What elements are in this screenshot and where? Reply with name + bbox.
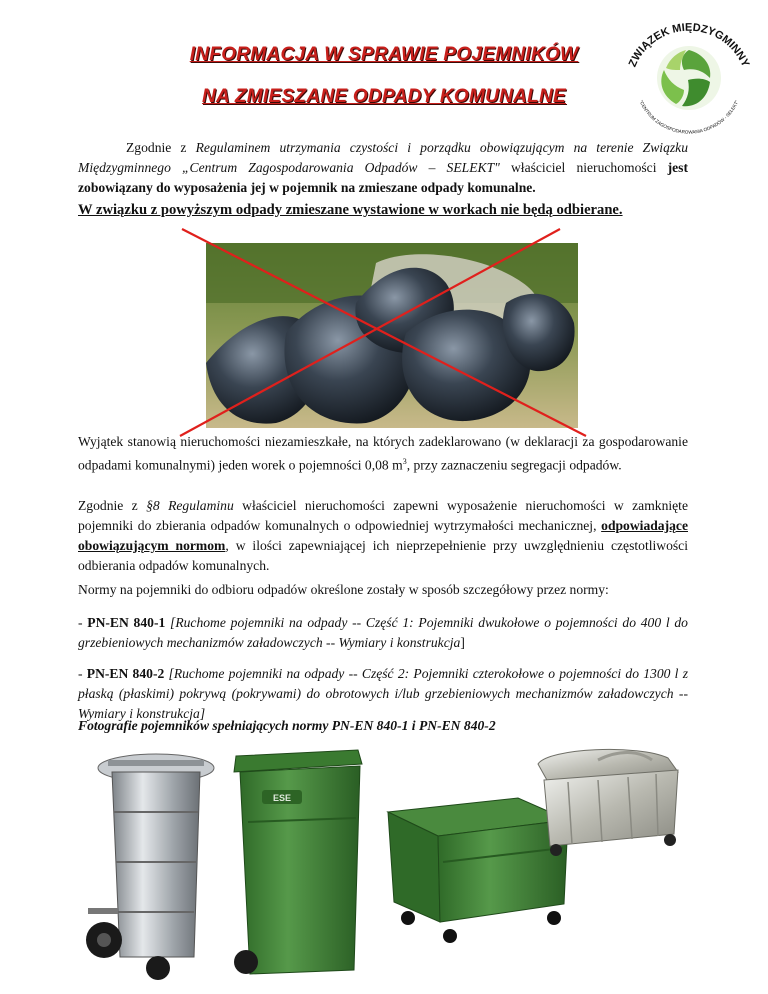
intro-text-1: Zgodnie z: [126, 140, 196, 155]
notice-text: W związku z powyższym odpady zmieszane wystawione w workach nie będą odbierane.: [78, 202, 623, 218]
norm-code: PN-EN 840-1: [87, 615, 166, 630]
regulation-text-3: właściciel nieruchomości zapewni wyposażenie nieruchomości w zamknięte pojemniki do zbierania odpadów komunalnych o odpowiedniej wytrzymałości mechanicznej,: [78, 498, 688, 533]
regulation-section: §8 Regulaminu: [146, 498, 234, 513]
norm-close-bracket: ]: [460, 635, 465, 650]
photos-caption-text: Fotografie pojemników spełniających normy PN-EN 840-1 i PN-EN 840-2: [78, 718, 496, 733]
intro-regulation-name: Regulaminem utrzymania czystości i porządku obowiązującym na terenie Związku Międzygminnego „Centrum Zagospodarowania Odpadów – SELEKT": [78, 140, 689, 175]
title-line-2: NA ZMIESZANE ODPADY KOMUNALNE: [201, 86, 567, 107]
bins-photos: [78, 742, 698, 982]
photos-caption: [78, 716, 688, 736]
norm-item-1: [78, 613, 688, 653]
regulation-text-1: Zgodnie z: [78, 498, 147, 513]
green-two-wheel-bin: [234, 750, 362, 974]
intro-text-3: właściciel nieruchomości: [499, 160, 668, 175]
logo-top-text: ZWIĄZEK MIĘDZYGMINNY: [626, 21, 752, 69]
logo: [614, 8, 764, 138]
green-four-wheel-container: [388, 798, 568, 943]
cross-mark: [174, 225, 594, 440]
norm-dash: -: [78, 615, 88, 630]
regulation-norms-emphasis: odpowiadające obowiązującym normom: [78, 518, 688, 553]
bin-brand-label: ESE: [272, 793, 292, 803]
exception-paragraph: [78, 432, 688, 476]
intro-obligation: jest zobowiązany do wyposażenia jej w pojemnik na zmieszane odpady komunalne.: [78, 160, 688, 195]
metal-two-wheel-bin: [86, 754, 214, 980]
exception-superscript: 3: [402, 457, 407, 466]
norm-description: [Ruchome pojemniki na odpady -- Część 2: Pojemniki czterokołowe o pojemności do 1300 l z płaską (płaskimi) pokrywą (pokrywami) do obrotowych i/lub grzebieniowych mechanizmów załadowczych -- Wymiary i konstrukcja]: [78, 666, 688, 721]
exception-text-end: , przy zaznaczeniu segregacji odpadów.: [406, 457, 622, 473]
norms-intro: [78, 580, 688, 600]
norm-dash: -: [78, 666, 87, 681]
norm-item-2: [78, 664, 688, 724]
title-line-1: INFORMACJA W SPRAWIE POJEMNIKÓW: [189, 44, 579, 65]
notice: [78, 200, 688, 220]
regulation-text-5: , w ilości zapewniającej ich nieprzepełnienie przy uwzględnieniu częstotliwości odbierania odpadów komunalnych.: [78, 538, 688, 573]
logo-ring-text: "CENTRUM ZAGOSPODAROWANIA ODPADÓW - SELEKT": [638, 99, 740, 135]
intro-paragraph: [78, 138, 688, 198]
metal-four-wheel-container: [538, 749, 678, 856]
regulation-paragraph: [78, 496, 688, 576]
norm-code: PN-EN 840-2: [86, 666, 165, 681]
recycle-leaves-icon: [657, 46, 721, 110]
norms-intro-text: Normy na pojemniki do odbioru odpadów określone zostały w sposób szczegółowy przez normy:: [78, 582, 609, 597]
exception-text: Wyjątek stanowią nieruchomości niezamieszkałe, na których zadeklarowano (w deklaracji za gospodarowanie odpadami komunalnymi) jeden worek o pojemności 0,08 m: [78, 434, 688, 473]
norm-description: [Ruchome pojemniki na odpady -- Część 1: Pojemniki dwukołowe o pojemności do 400 l do grzebieniowych mechanizmów załadowczych -- Wymiary i konstrukcja: [78, 615, 688, 650]
